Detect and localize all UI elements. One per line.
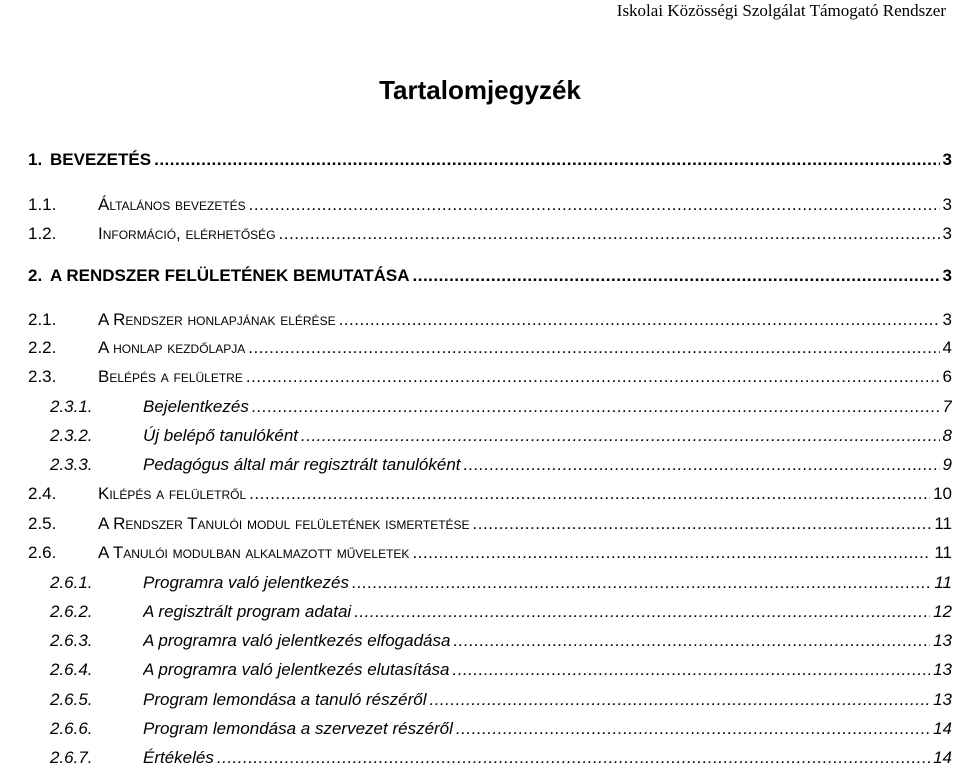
toc-entry[interactable] <box>0 192 960 218</box>
toc-entry-label: Program lemondása a szervezet részéről <box>143 719 453 738</box>
toc-entry-label: A regisztrált program adatai <box>143 602 352 621</box>
toc-entry-page: 13 <box>933 690 952 709</box>
toc-title: Tartalomjegyzék <box>379 75 581 105</box>
toc-dot-leader <box>429 687 930 713</box>
toc-entry-number: 2.6.5. <box>50 690 93 709</box>
toc-entry-page: 13 <box>933 660 952 679</box>
toc-dot-leader <box>301 423 940 449</box>
toc-entry-label: Értékelés <box>143 748 214 767</box>
page-header <box>0 0 960 22</box>
toc-dot-leader <box>252 394 940 420</box>
toc-entry-number: 2.3.1. <box>50 397 93 416</box>
toc-entry[interactable] <box>0 599 960 625</box>
toc-entry-number: 2.6.3. <box>50 631 93 650</box>
toc-entry-label: A RENDSZER FELÜLETÉNEK BEMUTATÁSA <box>50 266 410 285</box>
toc-entry[interactable] <box>0 716 960 742</box>
toc-entry-page: 11 <box>934 573 952 592</box>
toc-entry-label: A Rendszer Tanulói modul felületének ismertetése <box>98 514 470 533</box>
toc-entry-page: 3 <box>942 195 952 214</box>
toc-dot-leader <box>452 657 930 683</box>
toc-entry[interactable] <box>0 570 960 596</box>
toc-entry-page: 3 <box>942 310 952 329</box>
toc-entry[interactable] <box>0 628 960 654</box>
toc-entry-page: 11 <box>934 514 952 533</box>
toc-entry-number: 2.6. <box>28 543 57 562</box>
toc-dot-leader <box>412 540 931 566</box>
toc-entry-number: 2.6.1. <box>50 573 93 592</box>
toc-entry-number: 2.4. <box>28 484 57 503</box>
toc-entry-number: 2.3. <box>28 367 57 386</box>
toc-entry-number: 1.2. <box>28 224 57 243</box>
toc-dot-leader <box>249 192 940 218</box>
toc-dot-leader <box>354 599 930 625</box>
toc-entry-label: Programra való jelentkezés <box>143 573 349 592</box>
toc-entry-page: 12 <box>933 602 952 621</box>
toc-entry-number: 2.6.4. <box>50 660 93 679</box>
toc-entry[interactable] <box>0 423 960 449</box>
toc-entry-number: 1. <box>28 150 43 169</box>
toc-entry-page: 13 <box>933 631 952 650</box>
header-title: Iskolai Közösségi Szolgálat Támogató Rendszer <box>616 1 946 20</box>
toc-entry[interactable] <box>0 687 960 713</box>
toc-entry-label: Információ, elérhetőség <box>98 224 276 243</box>
toc-dot-leader <box>413 263 940 289</box>
toc-dot-leader <box>464 452 940 478</box>
toc-entry-number: 1.1. <box>28 195 57 214</box>
toc-entry-label: A honlap kezdőlapja <box>98 338 246 357</box>
toc-entry[interactable] <box>0 452 960 478</box>
toc-entry-label: BEVEZETÉS <box>50 150 152 169</box>
toc-entry-page: 7 <box>942 397 952 416</box>
toc-entry-label: Általános bevezetés <box>98 195 246 214</box>
toc-entry-label: Program lemondása a tanuló részéről <box>143 690 427 709</box>
toc-entry[interactable] <box>0 540 960 566</box>
toc-entry-page: 6 <box>942 367 952 386</box>
toc-entry-label: A programra való jelentkezés elutasítása <box>143 660 450 679</box>
toc-entry-page: 14 <box>933 719 952 738</box>
toc-entry[interactable] <box>0 364 960 390</box>
toc-entry[interactable] <box>0 481 960 507</box>
toc-dot-leader <box>246 364 940 390</box>
toc-entry[interactable] <box>0 263 960 289</box>
toc-dot-leader <box>473 511 932 537</box>
toc-entry-page: 3 <box>942 150 952 169</box>
toc-entry-page: 14 <box>933 748 952 767</box>
toc-entry[interactable] <box>0 511 960 537</box>
toc-dot-leader <box>456 716 930 742</box>
toc-entry-number: 2.6.2. <box>50 602 93 621</box>
toc-entry-label: Pedagógus által már regisztrált tanulóként <box>143 455 461 474</box>
toc-entry-page: 11 <box>934 543 952 562</box>
toc-entry[interactable] <box>0 745 960 771</box>
toc-entry-label: Bejelentkezés <box>143 397 249 416</box>
toc-entry-page: 8 <box>942 426 952 445</box>
toc-entry-page: 9 <box>942 455 952 474</box>
toc-entry-label: A Tanulói modulban alkalmazott műveletek <box>98 543 410 562</box>
toc-entry[interactable] <box>0 335 960 361</box>
toc-entry-page: 4 <box>942 338 952 357</box>
toc-dot-leader <box>352 570 931 596</box>
toc-entry[interactable] <box>0 657 960 683</box>
toc-dot-leader <box>453 628 930 654</box>
toc-entry-label: Új belépő tanulóként <box>143 426 299 445</box>
toc-entry[interactable] <box>0 394 960 420</box>
toc-dot-leader <box>217 745 930 771</box>
toc-entry-number: 2.2. <box>28 338 57 357</box>
toc-entry-number: 2.6.6. <box>50 719 93 738</box>
toc-entry[interactable] <box>0 221 960 247</box>
toc-entry-label: A programra való jelentkezés elfogadása <box>143 631 451 650</box>
toc-entry-label: Belépés a felületre <box>98 367 243 386</box>
toc-entry-number: 2. <box>28 266 43 285</box>
toc-entry-number: 2.3.2. <box>50 426 93 445</box>
toc-dot-leader <box>154 147 939 173</box>
toc-entry[interactable] <box>0 147 960 173</box>
toc-entry-label: A Rendszer honlapjának elérése <box>98 310 336 329</box>
toc-entry-number: 2.5. <box>28 514 57 533</box>
toc-dot-leader <box>248 335 939 361</box>
toc-dot-leader <box>249 481 930 507</box>
toc-dot-leader <box>339 307 940 333</box>
toc-entry-page: 10 <box>933 484 952 503</box>
toc-entry-number: 2.1. <box>28 310 57 329</box>
toc-dot-leader <box>279 221 940 247</box>
toc-entry-number: 2.3.3. <box>50 455 93 474</box>
toc-entry-number: 2.6.7. <box>50 748 93 767</box>
toc-entry-page: 3 <box>942 266 952 285</box>
toc-entry[interactable] <box>0 307 960 333</box>
toc-entry-label: Kilépés a felületről <box>98 484 247 503</box>
toc-entry-page: 3 <box>942 224 952 243</box>
